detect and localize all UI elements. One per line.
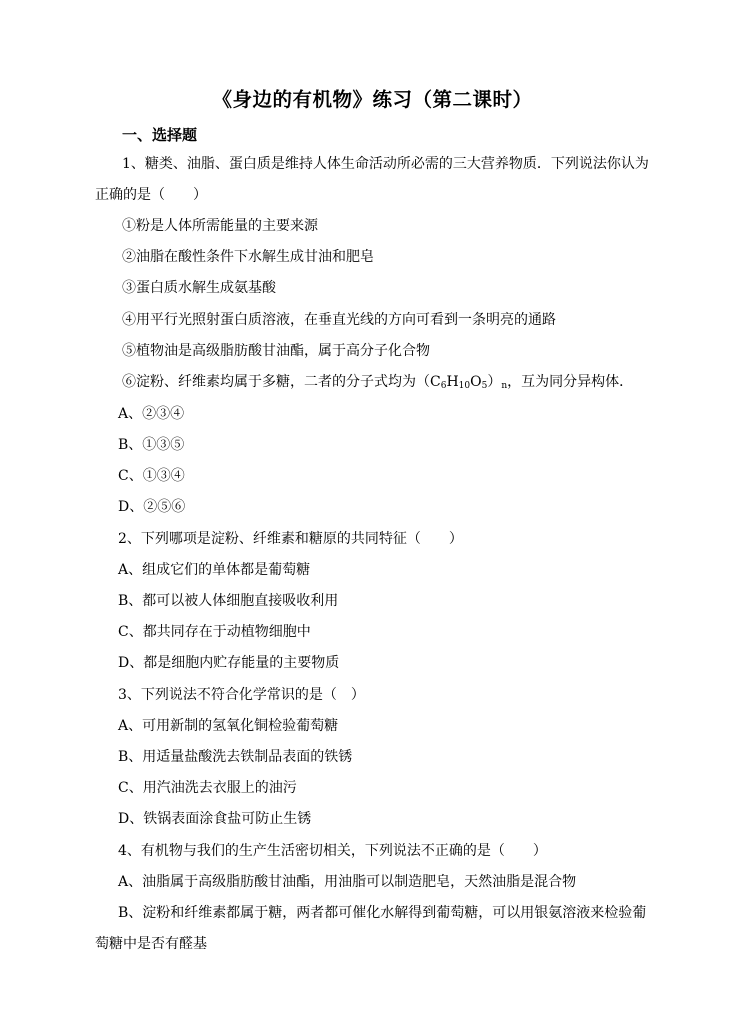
section-heading: 一、选择题	[122, 126, 198, 144]
q2-option-d: D、都是细胞内贮存能量的主要物质	[118, 655, 340, 671]
s6-o: O	[470, 374, 482, 390]
q3-stem: 3、下列说法不符合化学常识的是（ ）	[118, 687, 365, 703]
s6-sub-6: 6	[440, 381, 447, 391]
q1-statement-2: ②油脂在酸性条件下水解生成甘油和肥皂	[122, 249, 374, 265]
q2-option-c: C、都共同存在于动植物细胞中	[118, 624, 311, 640]
q1-statement-3: ③蛋白质水解生成氨基酸	[122, 280, 276, 296]
q1-statement-5: ⑤植物油是高级脂肪酸甘油酯，属于高分子化合物	[122, 343, 430, 359]
q1-stem-line1: 1、糖类、油脂、蛋白质是维持人体生命活动所必需的三大营养物质．下列说法你认为	[122, 156, 649, 172]
s6-h: H	[446, 374, 459, 390]
q4-option-b-line2: 萄糖中是否有醛基	[95, 936, 207, 952]
s6-sub-n: n	[501, 381, 508, 391]
s6-prefix: ⑥淀粉、纤维素均属于多糖，二者的分子式均为（C	[122, 374, 441, 390]
q1-statement-1: ①粉是人体所需能量的主要来源	[122, 218, 318, 234]
q1-option-c: C、①③④	[118, 468, 185, 484]
q4-option-a: A、油脂属于高级脂肪酸甘油酯，用油脂可以制造肥皂，天然油脂是混合物	[118, 874, 577, 890]
q1-option-b: B、①③⑤	[118, 437, 185, 453]
page-title: 《身边的有机物》练习（第二课时）	[212, 88, 533, 111]
q2-option-b: B、都可以被人体细胞直接吸收利用	[118, 593, 339, 609]
q4-stem: 4、有机物与我们的生产生活密切相关，下列说法不正确的是（ ）	[118, 843, 547, 859]
q1-stem-line2: 正确的是（ ）	[95, 187, 207, 203]
q3-option-d: D、铁锅表面涂食盐可防止生锈	[118, 811, 312, 827]
s6-sub-5: 5	[481, 381, 488, 391]
s6-sub-10: 10	[458, 381, 471, 391]
q3-option-a: A、可用新制的氢氧化铜检验葡萄糖	[118, 718, 339, 734]
s6-suffix: ，互为同分异构体．	[507, 374, 634, 390]
q2-stem: 2、下列哪项是淀粉、纤维素和糖原的共同特征（ ）	[118, 531, 463, 547]
q3-option-b: B、用适量盐酸洗去铁制品表面的铁锈	[118, 749, 353, 765]
s6-close: ）	[487, 374, 502, 390]
q1-statement-4: ④用平行光照射蛋白质溶液，在垂直光线的方向可看到一条明亮的通路	[122, 312, 556, 328]
q1-statement-6	[122, 372, 633, 392]
q3-option-c: C、用汽油洗去衣服上的油污	[118, 780, 297, 796]
q1-option-d: D、②⑤⑥	[118, 499, 186, 515]
q1-option-a: A、②③④	[118, 406, 185, 422]
q4-option-b-line1: B、淀粉和纤维素都属于糖，两者都可催化水解得到葡萄糖，可以用银氨溶液来检验葡	[118, 905, 647, 921]
q2-option-a: A、组成它们的单体都是葡萄糖	[118, 562, 311, 578]
